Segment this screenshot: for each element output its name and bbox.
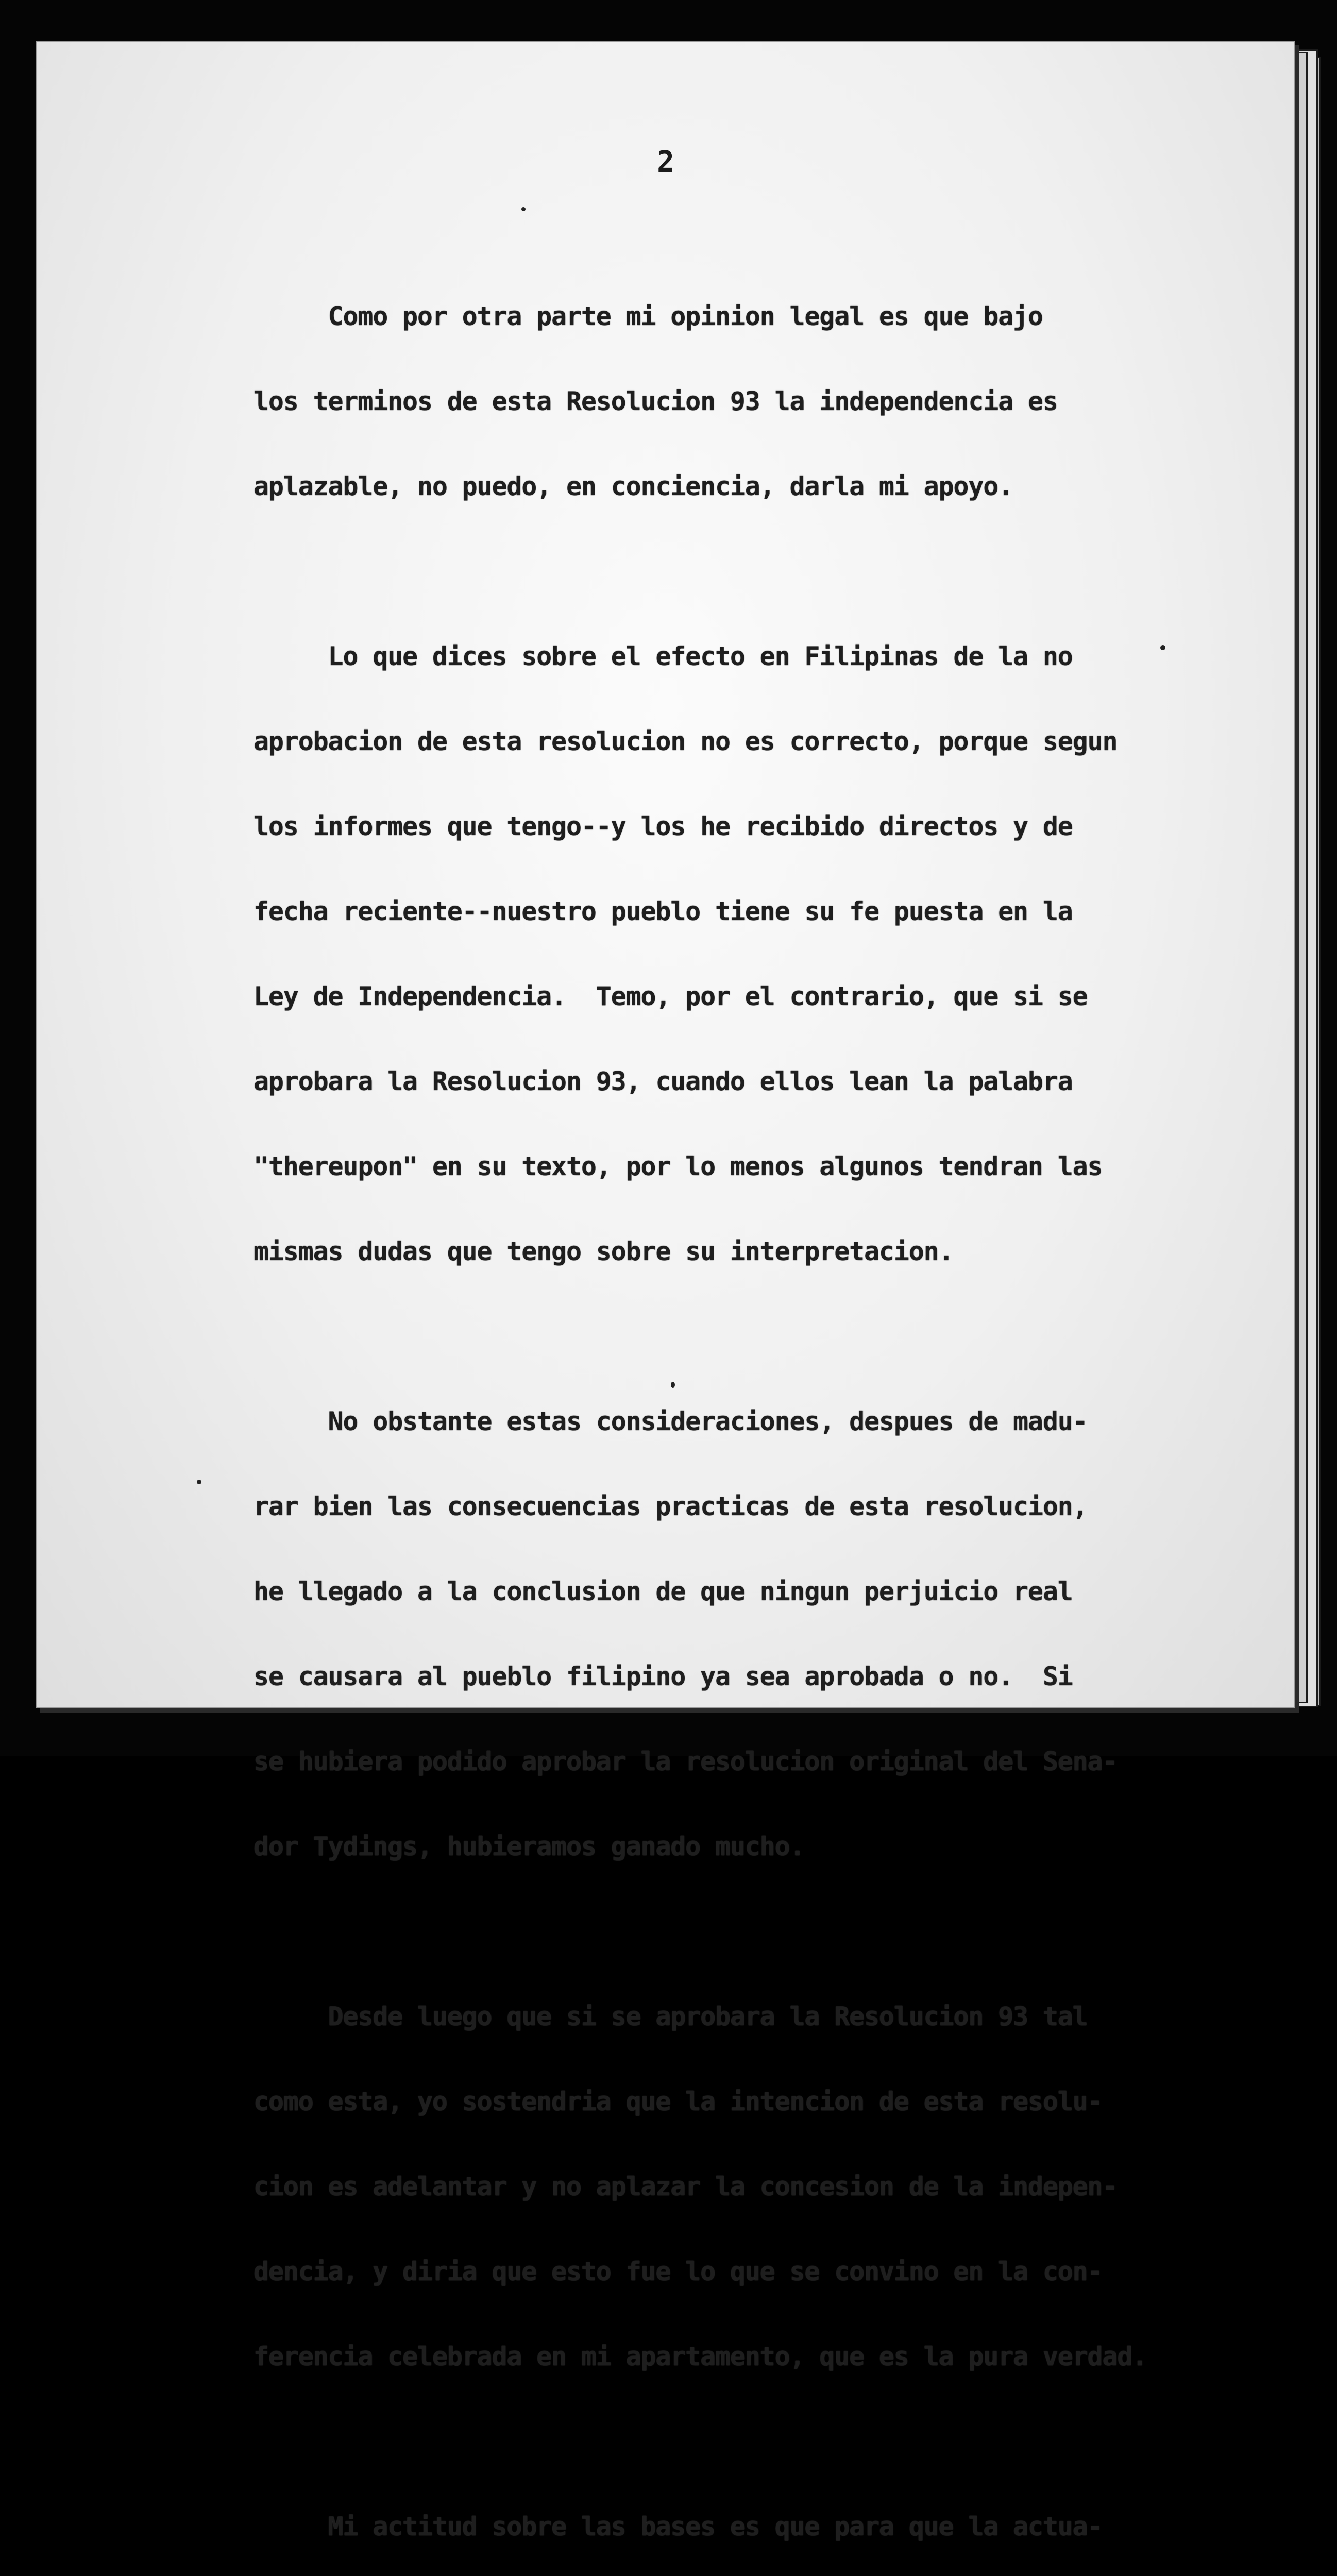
typewritten-page xyxy=(36,41,1295,2541)
text-line: "thereupon" en su texto, por lo menos algunos tendran las xyxy=(253,1151,1103,1181)
ink-speck xyxy=(1160,645,1165,650)
text-line: Lo que dices sobre el efecto en Filipinas de la no xyxy=(253,641,1073,671)
text-line: dencia, y diria que esto fue lo que se convino en la con- xyxy=(253,2257,1103,2286)
ink-speck xyxy=(521,207,526,211)
text-line: los informes que tengo--y los he recibido directos y de xyxy=(253,811,1073,841)
text-line: se hubiera podido aprobar la resolucion original del Sena- xyxy=(253,1747,1118,1776)
text-line: No obstante estas consideraciones, despues de madu- xyxy=(253,1406,1088,1436)
text-line: Como por otra parte mi opinion legal es que bajo xyxy=(253,301,1043,331)
paragraph xyxy=(253,2456,1201,2576)
text-line: mismas dudas que tengo sobre su interpretacion. xyxy=(253,1236,954,1266)
text-line: Mi actitud sobre las bases es que para que la actua- xyxy=(253,2512,1103,2541)
text-line: aprobara la Resolucion 93, cuando ellos lean la palabra xyxy=(253,1066,1073,1096)
text-line: los terminos de esta Resolucion 93 la independencia es xyxy=(253,386,1058,416)
text-line: he llegado a la conclusion de que ningun perjuicio real xyxy=(253,1577,1073,1606)
text-line: Ley de Independencia. Temo, por el contrario, que si se xyxy=(253,981,1088,1011)
text-line: como esta, yo sostendria que la intencion de esta resolu- xyxy=(253,2087,1103,2116)
text-line: dor Tydings, hubieramos ganado mucho. xyxy=(253,1832,805,1861)
text-line: cion es adelantar y no aplazar la concesion de la indepen- xyxy=(253,2172,1118,2201)
text-line: aplazable, no puedo, en conciencia, darla mi apoyo. xyxy=(253,471,1013,501)
ink-speck xyxy=(671,1382,675,1388)
text-line: aprobacion de esta resolucion no es correcto, porque segun xyxy=(253,726,1118,756)
paragraph xyxy=(253,246,1201,557)
paragraph xyxy=(253,586,1201,1323)
text-line: Desde luego que si se aprobara la Resolucion 93 tal xyxy=(253,2002,1088,2031)
letter-body xyxy=(253,246,1201,2576)
paragraph xyxy=(253,1351,1201,1918)
text-line: rar bien las consecuencias practicas de esta resolucion, xyxy=(253,1492,1088,1521)
text-line: ferencia celebrada en mi apartamento, que es la pura verdad. xyxy=(253,2342,1147,2371)
text-line: fecha reciente--nuestro pueblo tiene su fe puesta en la xyxy=(253,896,1073,926)
text-line: se causara al pueblo filipino ya sea aprobada o no. Si xyxy=(253,1662,1073,1691)
ink-speck xyxy=(197,1480,201,1484)
paragraph xyxy=(253,1946,1201,2428)
page-number: 2 xyxy=(657,145,674,179)
